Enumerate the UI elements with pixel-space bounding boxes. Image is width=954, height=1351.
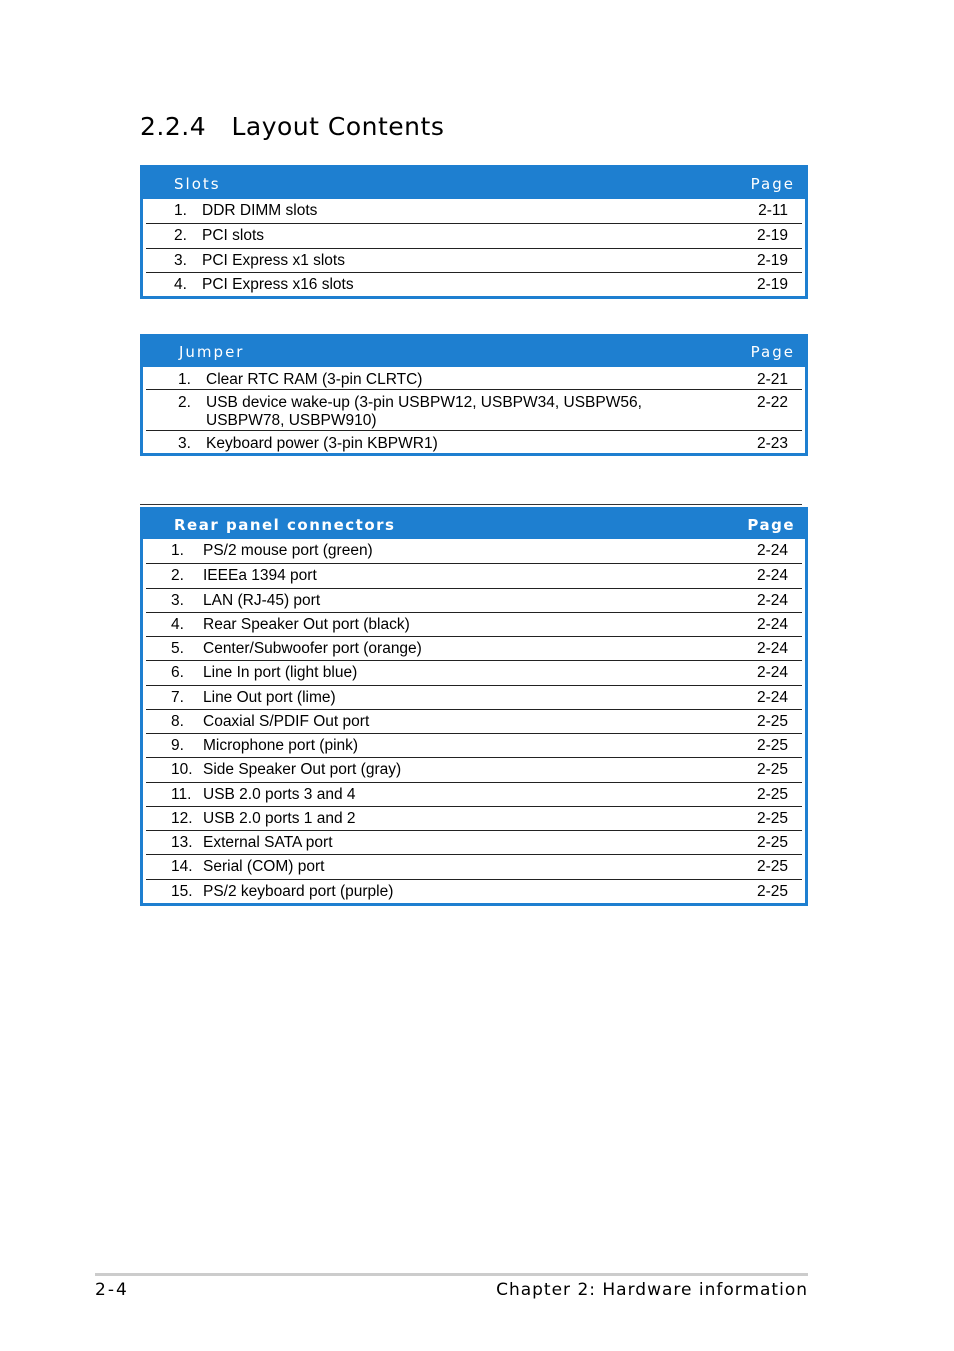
row-label: Keyboard power (3-pin KBPWR1) [206, 435, 438, 452]
row-page: 2-25 [756, 785, 788, 803]
row-page: 2-25 [756, 809, 788, 827]
row-label: USB device wake-up (3-pin USBPW12, USBPW34, USBPW56, USBPW78, USBPW910) [206, 394, 642, 429]
footer-chapter-title: Chapter 2: Hardware information [496, 1280, 808, 1300]
row-number: 15. [171, 882, 193, 900]
row-number: 5. [171, 640, 184, 657]
row-page: 2-25 [756, 737, 788, 754]
row-page: 2-24 [756, 640, 788, 657]
section-heading [140, 112, 444, 141]
row-label: Coaxial S/PDIF Out port [203, 712, 370, 730]
slots-header-label: Slots [174, 174, 221, 193]
row-number: 3. [171, 591, 184, 609]
jumper-table-body [143, 367, 805, 453]
row-label: External SATA port [203, 834, 333, 851]
slots-table-header [143, 168, 805, 199]
row-page: 2-24 [756, 591, 788, 609]
rear-table-top-rule [140, 504, 802, 505]
row-number: 1. [171, 542, 184, 559]
jumper-table [140, 334, 808, 456]
table-row [146, 272, 802, 296]
row-number: 9. [171, 737, 184, 754]
table-row [146, 430, 802, 453]
table-row [146, 199, 802, 223]
row-number: 7. [171, 688, 184, 706]
row-number: 4. [171, 615, 184, 633]
row-label: USB 2.0 ports 3 and 4 [203, 785, 356, 803]
table-row [146, 612, 802, 636]
row-page: 2-25 [756, 834, 788, 851]
row-page: 2-19 [756, 251, 788, 269]
row-label: PCI slots [202, 227, 265, 245]
table-row [146, 806, 802, 830]
rear-panel-table-header [143, 510, 805, 539]
row-number: 12. [171, 809, 193, 827]
rear-panel-table [140, 507, 808, 906]
row-page: 2-25 [756, 712, 788, 730]
row-page: 2-24 [756, 615, 788, 633]
row-label: DDR DIMM slots [202, 202, 318, 219]
row-number: 10. [171, 761, 193, 779]
table-row [146, 879, 802, 903]
slots-table [140, 165, 808, 299]
jumper-header-label: Jumper [179, 343, 245, 361]
row-number: 1. [178, 371, 191, 388]
row-number: 3. [178, 435, 191, 452]
rear-panel-table-body [143, 539, 805, 903]
row-number: 8. [171, 712, 184, 730]
row-number: 14. [171, 858, 193, 876]
section-title: Layout Contents [231, 112, 445, 141]
row-label: Center/Subwoofer port (orange) [203, 640, 422, 657]
row-label: PCI Express x1 slots [202, 251, 345, 269]
footer-rule [95, 1273, 808, 1276]
table-row [146, 854, 802, 878]
row-number: 1. [174, 202, 187, 219]
row-number: 6. [171, 664, 184, 682]
row-page: 2-25 [756, 858, 788, 876]
row-page: 2-23 [756, 435, 788, 452]
table-row [146, 733, 802, 757]
table-row [146, 709, 802, 733]
row-label: Line In port (light blue) [203, 664, 358, 682]
row-page: 2-19 [756, 275, 788, 293]
row-number: 2. [171, 567, 184, 585]
row-label: USB 2.0 ports 1 and 2 [203, 809, 356, 827]
table-row [146, 367, 802, 389]
row-page: 2-24 [756, 688, 788, 706]
table-row [146, 636, 802, 660]
rear-header-label: Rear panel connectors [174, 515, 396, 534]
row-number: 4. [174, 275, 187, 293]
table-row [146, 757, 802, 781]
table-row [146, 660, 802, 684]
row-page: 2-25 [756, 882, 788, 900]
row-label: PS/2 keyboard port (purple) [203, 882, 394, 900]
row-page: 2-11 [758, 202, 788, 219]
row-page: 2-25 [756, 761, 788, 779]
row-label: Rear Speaker Out port (black) [203, 615, 410, 633]
row-label: Line Out port (lime) [203, 688, 336, 706]
row-label: Side Speaker Out port (gray) [203, 761, 402, 779]
table-row [146, 248, 802, 272]
row-page: 2-21 [756, 371, 788, 388]
jumper-page-header: Page [750, 343, 795, 361]
row-page: 2-24 [756, 664, 788, 682]
row-number: 11. [171, 785, 192, 803]
rear-page-header: Page [747, 515, 795, 534]
slots-page-header: Page [750, 174, 795, 193]
table-row [146, 563, 802, 587]
row-label: Clear RTC RAM (3-pin CLRTC) [206, 371, 423, 388]
row-label: Serial (COM) port [203, 858, 325, 876]
row-label: Microphone port (pink) [203, 737, 359, 754]
table-row [146, 588, 802, 612]
table-row [146, 830, 802, 854]
table-row [146, 685, 802, 709]
row-number: 3. [174, 251, 187, 269]
row-number: 2. [178, 394, 191, 411]
table-row [146, 782, 802, 806]
row-number: 13. [171, 834, 193, 851]
row-label: IEEEa 1394 port [203, 567, 317, 585]
row-page: 2-19 [756, 227, 788, 245]
table-row [146, 539, 802, 563]
jumper-table-header [143, 337, 805, 367]
row-page: 2-24 [756, 567, 788, 585]
table-row [146, 389, 802, 430]
table-row [146, 223, 802, 247]
row-label: LAN (RJ-45) port [203, 591, 321, 609]
row-number: 2. [174, 227, 187, 245]
footer-page-number: 2-4 [95, 1280, 129, 1300]
row-label: PCI Express x16 slots [202, 275, 354, 293]
row-label: PS/2 mouse port (green) [203, 542, 373, 559]
slots-table-body [143, 199, 805, 296]
row-page: 2-22 [756, 394, 788, 411]
section-number: 2.2.4 [140, 112, 207, 141]
row-page: 2-24 [756, 542, 788, 559]
